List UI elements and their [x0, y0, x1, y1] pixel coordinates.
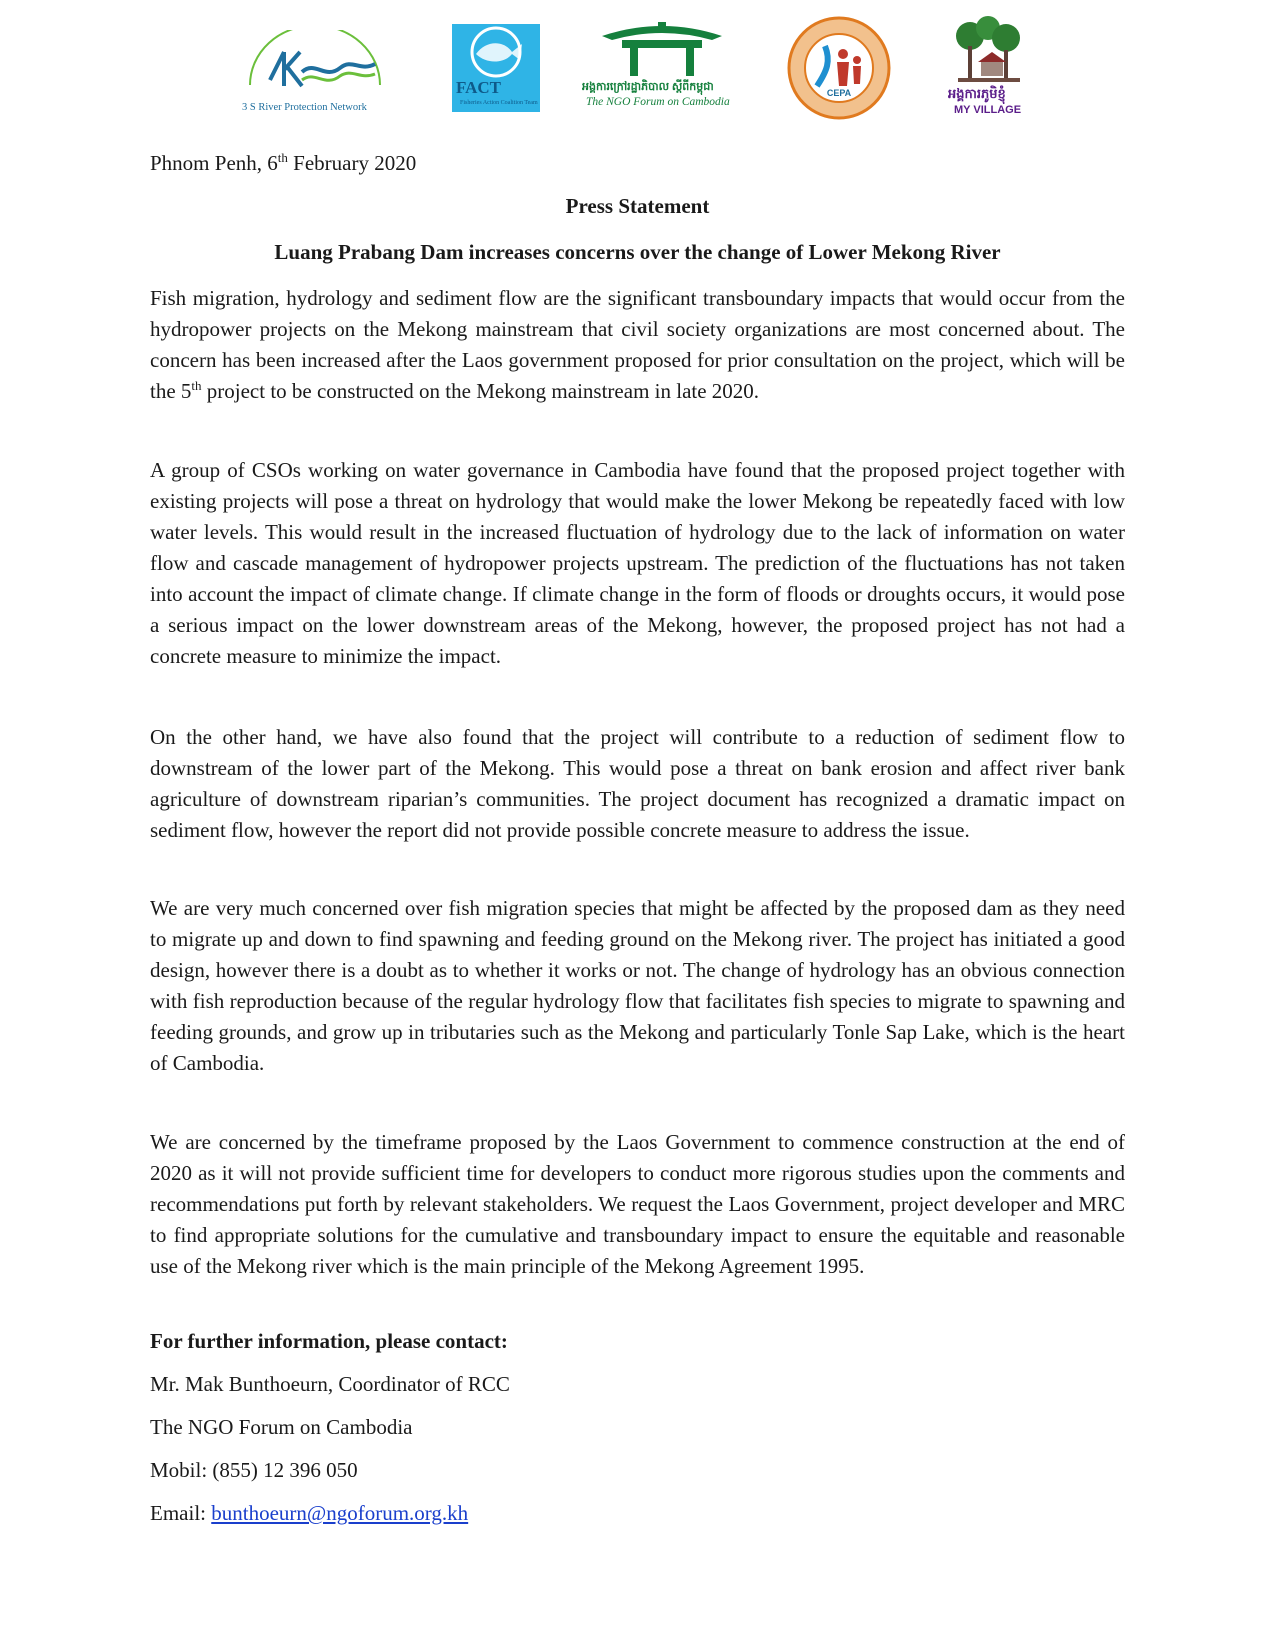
- tree-house-icon: [948, 16, 1030, 86]
- cepa-logo-text: CEPA: [826, 88, 852, 98]
- contact-email-line: [150, 1501, 468, 1526]
- paragraph-1: [150, 283, 1125, 407]
- ngo-forum-logo-text: The NGO Forum on Cambodia: [586, 96, 730, 108]
- place-date-main: Phnom Penh, 6: [150, 151, 278, 175]
- paragraph-2: A group of CSOs working on water governance in Cambodia have found that the proposed project together with existing projects will pose a threat on hydrology that would make the lower Mekong be repeatedly faced with low water levels. This would result in the increased fluctuation of hydrology due to the lack of information on water flow and cascade management of hydropower projects upstream. The prediction of the fluctuations has not taken into account the impact of climate change. If climate change in the form of floods or droughts occurs, it would pose a serious impact on the lower downstream areas of the Mekong, however, the proposed project has not had a concrete measure to minimize the impact.: [150, 458, 1125, 668]
- cepa-emblem-icon: [787, 16, 891, 120]
- press-title: Press Statement: [565, 194, 710, 218]
- pavilion-icon: [582, 18, 742, 78]
- paragraph-3: On the other hand, we have also found that the project will contribute to a reduction of sediment flow to downstream of the lower part of the Mekong. This would pose a threat on bank erosion and affect river bank agriculture of downstream riparian’s communities. The project document has recognized a dramatic impact on sediment flow, however the report did not provide possible concrete measure to address the issue.: [150, 725, 1125, 842]
- fact-logo: [452, 24, 540, 112]
- date-rest: February 2020: [287, 151, 417, 175]
- ngo-forum-logo: [582, 18, 742, 114]
- place-date: [150, 150, 416, 176]
- date-ordinal: th: [277, 150, 288, 165]
- logo-row: [0, 14, 1275, 124]
- paragraph-1-part-a: Fish migration, hydrology and sediment flow are the significant transboundary impacts that would occur from the hydropower projects on the Mekong mainstream that civil society organizations are most concerned about. The concern has been increased after the Laos government proposed for prior consultation on the project, which will be the 5: [150, 286, 1125, 403]
- email-link[interactable]: bunthoeurn@ngoforum.org.kh: [211, 1501, 469, 1525]
- contact-org: The NGO Forum on Cambodia: [150, 1415, 413, 1439]
- cepa-logo: [787, 16, 891, 120]
- paragraph-4: We are very much concerned over fish migration species that might be affected by the proposed dam as they need to migrate up and down to find spawning and feeding ground on the Mekong river. The project has initiated a good design, however there is a doubt as to whether it works or not. The change of hydrology has an obvious connection with fish reproduction because of the regular hydrology flow that facilitates fish species to migrate to spawning and feeding grounds, and grow up in tributaries such as the Mekong and particularly Tonle Sap Lake, which is the heart of Cambodia.: [150, 896, 1125, 1075]
- paragraph-5: We are concerned by the timeframe proposed by the Laos Government to commence construction at the end of 2020 as it will not provide sufficient time for developers to conduct more rigorous studies upon the comments and recommendations put forth by relevant stakeholders. We request the Laos Government, project developer and MRC to find appropriate solutions for the cumulative and transboundary impact to ensure the equitable and reasonable use of the Mekong river which is the main principle of the Mekong Agreement 1995.: [150, 1130, 1125, 1278]
- email-label: Email:: [150, 1501, 212, 1525]
- contact-mobile: Mobil: (855) 12 396 050: [150, 1458, 358, 1482]
- my-village-logo-text: MY VILLAGE: [954, 104, 1022, 116]
- three-s-logo-text: 3 S River Protection Network: [242, 102, 367, 113]
- fish-icon: [452, 24, 540, 84]
- headline: Luang Prabang Dam increases concerns over the change of Lower Mekong River: [274, 240, 1001, 264]
- paragraph-1-ordinal: th: [191, 378, 202, 393]
- fact-logo-text: FACT: [456, 78, 502, 97]
- three-s-emblem-icon: [240, 30, 390, 100]
- three-s-logo: [240, 30, 390, 118]
- my-village-khmer-text: អង្គការភូមិខ្ញុំ: [948, 86, 1006, 101]
- my-village-logo: [948, 16, 1030, 120]
- contact-name: Mr. Mak Bunthoeurn, Coordinator of RCC: [150, 1372, 510, 1396]
- contact-title: For further information, please contact:: [150, 1329, 508, 1353]
- fact-logo-subtext: Fisheries Action Coalition Team: [460, 100, 538, 106]
- ngo-forum-khmer-text: អង្គការក្រៅរដ្ឋាភិបាល ស្តីពីកម្ពុជា: [582, 81, 714, 93]
- paragraph-1-part-b: project to be constructed on the Mekong mainstream in late 2020.: [201, 379, 760, 403]
